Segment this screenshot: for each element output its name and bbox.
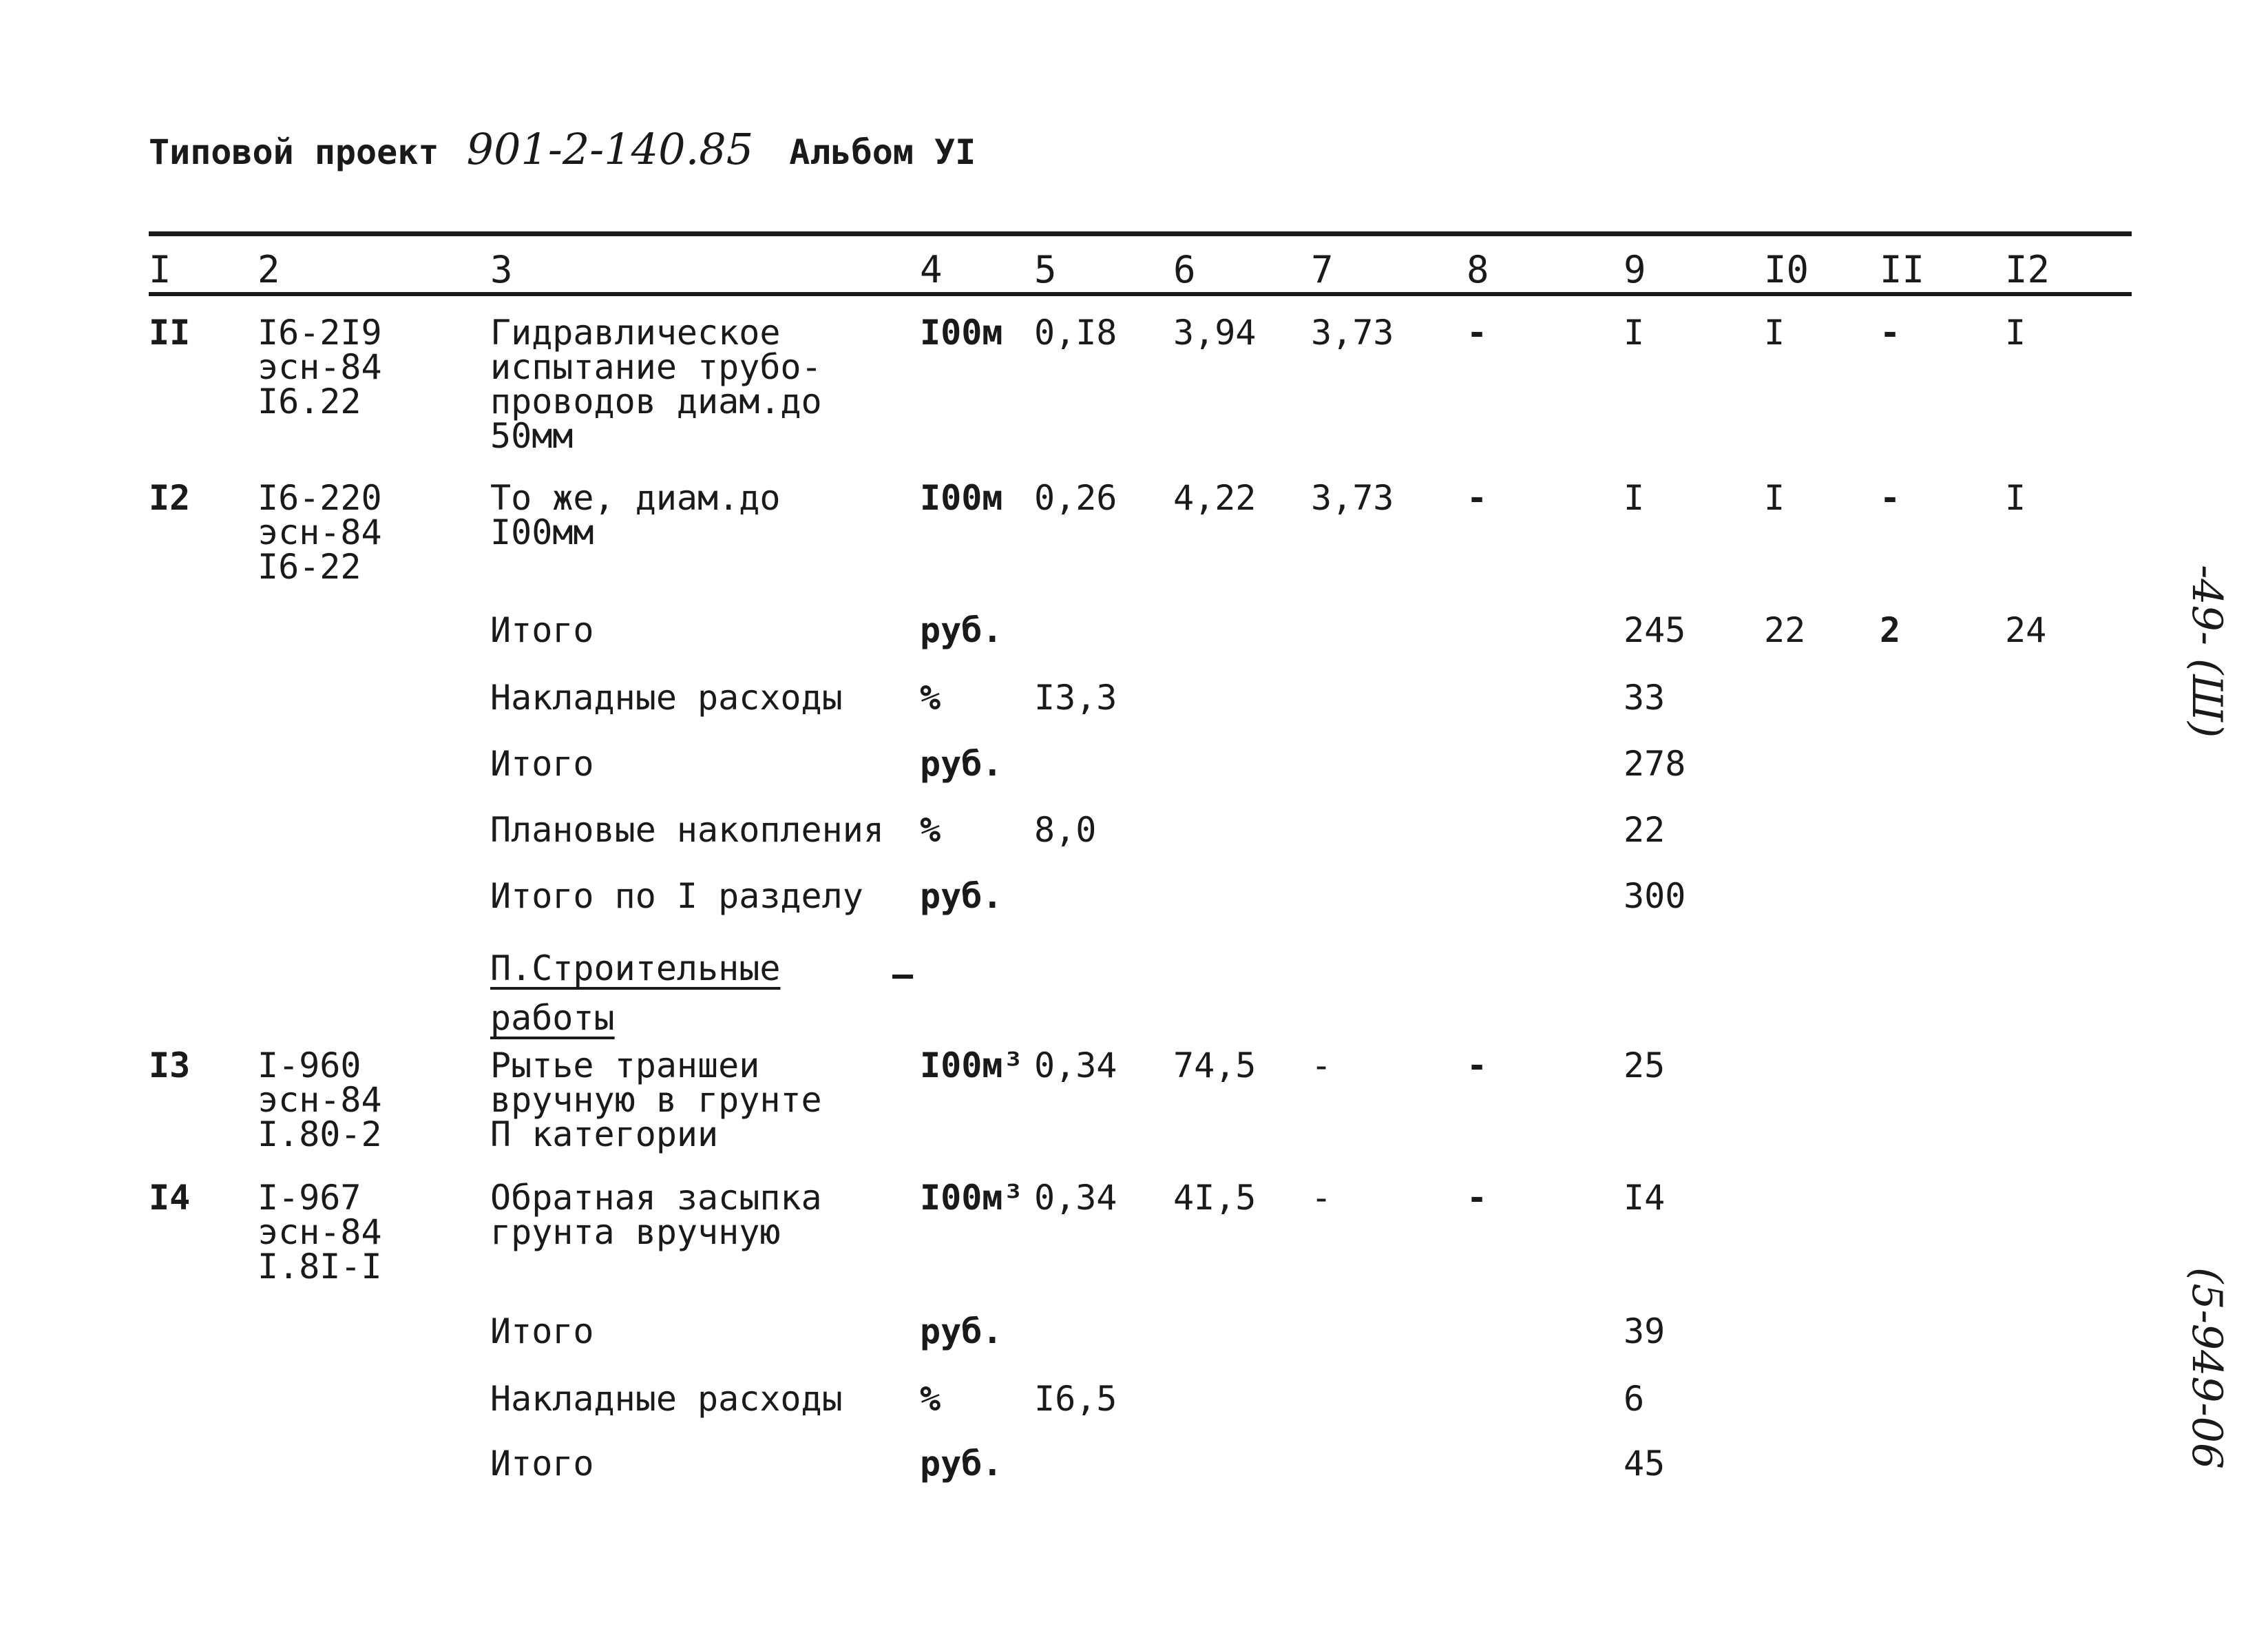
- unit: I00м: [920, 478, 1003, 518]
- col-8-value: -: [1467, 1178, 1488, 1218]
- col-6-value: 4I,5: [1173, 1178, 1257, 1218]
- row-number: II: [149, 313, 191, 353]
- col-6-value: 74,5: [1173, 1045, 1257, 1085]
- column-header: 9: [1624, 248, 1646, 291]
- col-9-value: 278: [1624, 744, 1686, 784]
- unit: I00м: [920, 313, 1003, 353]
- col-12-value: I: [2005, 478, 2026, 518]
- work-name: Итого по I разделу: [490, 876, 863, 916]
- col-10-value: 22: [1764, 610, 1806, 650]
- quantity: 0,34: [1034, 1178, 1117, 1218]
- column-header: 3: [490, 248, 513, 291]
- norm-code: I6-2I9 эсн-84 I6.22: [258, 313, 382, 422]
- work-name: Накладные расходы: [490, 1379, 843, 1419]
- col-6-value: 4,22: [1173, 478, 1257, 518]
- col-7-value: -: [1311, 1178, 1332, 1218]
- col-7-value: 3,73: [1311, 313, 1394, 353]
- section-title: П.Строительные работы: [490, 948, 781, 1038]
- album-label: Альбом УI: [789, 132, 976, 172]
- work-name: Гидравлическое испытание трубо- проводов диам.до 50мм: [490, 313, 822, 456]
- column-header: 4: [920, 248, 943, 291]
- col-10-value: I: [1764, 313, 1785, 353]
- col-12-value: I: [2005, 313, 2026, 353]
- column-header: I2: [2005, 248, 2050, 291]
- unit: руб.: [920, 1311, 1003, 1351]
- column-header: 5: [1034, 248, 1057, 291]
- column-header: 7: [1311, 248, 1334, 291]
- col-9-value: 39: [1624, 1311, 1666, 1351]
- unit: %: [920, 810, 941, 850]
- column-header: I0: [1764, 248, 1809, 291]
- page-header: [149, 124, 976, 174]
- unit: руб.: [920, 610, 1003, 650]
- row-number: I3: [149, 1045, 191, 1085]
- col-8-value: -: [1467, 1045, 1488, 1085]
- work-name: Рытье траншеи вручную в грунте П категории: [490, 1045, 822, 1154]
- unit: руб.: [920, 1444, 1003, 1484]
- quantity: 0,I8: [1034, 313, 1117, 353]
- unit: I00м³: [920, 1045, 1024, 1085]
- quantity: I6,5: [1034, 1379, 1117, 1419]
- row-number: I4: [149, 1178, 191, 1218]
- work-name: Обратная засыпка грунта вручную: [490, 1178, 822, 1252]
- col-10-value: I: [1764, 478, 1785, 518]
- work-name: Итого: [490, 610, 594, 650]
- page-number-note: -49- (Ш): [2183, 565, 2231, 738]
- work-name: Плановые накопления: [490, 810, 884, 850]
- archive-code-note: (5-949-06: [2183, 1267, 2231, 1469]
- unit: %: [920, 678, 941, 718]
- col-8-value: -: [1467, 313, 1488, 353]
- col-9-value: 300: [1624, 876, 1686, 916]
- work-name: Итого: [490, 744, 594, 784]
- table-header-rule: [149, 292, 2132, 296]
- norm-code: I-967 эсн-84 I.8I-I: [258, 1178, 382, 1287]
- column-header: 2: [258, 248, 280, 291]
- col-11-value: -: [1880, 313, 1901, 353]
- unit: I00м³: [920, 1178, 1024, 1218]
- row-number: I2: [149, 478, 191, 518]
- norm-code: I-960 эсн-84 I.80-2: [258, 1045, 382, 1154]
- col-7-value: -: [1311, 1045, 1332, 1085]
- col-12-value: 24: [2005, 610, 2047, 650]
- unit: руб.: [920, 744, 1003, 784]
- col-9-value: 45: [1624, 1444, 1666, 1484]
- column-header: I: [149, 248, 171, 291]
- col-11-value: 2: [1880, 610, 1901, 650]
- col-9-value: I: [1624, 313, 1645, 353]
- col-9-value: 22: [1624, 810, 1666, 850]
- col-7-value: 3,73: [1311, 478, 1394, 518]
- work-name: Итого: [490, 1444, 594, 1484]
- project-number: 901-2-140.85: [466, 124, 754, 174]
- column-header: II: [1880, 248, 1925, 291]
- quantity: I3,3: [1034, 678, 1117, 718]
- header-prefix: Типовой проект: [149, 132, 439, 172]
- col-11-value: -: [1880, 478, 1901, 518]
- column-header: 8: [1467, 248, 1489, 291]
- col-6-value: 3,94: [1173, 313, 1257, 353]
- col-9-value: I: [1624, 478, 1645, 518]
- work-name: Накладные расходы: [490, 678, 843, 718]
- column-header: 6: [1173, 248, 1196, 291]
- col-9-value: I4: [1624, 1178, 1666, 1218]
- norm-code: I6-220 эсн-84 I6-22: [258, 478, 382, 587]
- col-9-value: 245: [1624, 610, 1686, 650]
- unit: %: [920, 1379, 941, 1419]
- quantity: 0,26: [1034, 478, 1117, 518]
- work-name: То же, диам.до I00мм: [490, 478, 781, 552]
- unit: –: [892, 955, 914, 995]
- quantity: 8,0: [1034, 810, 1097, 850]
- quantity: 0,34: [1034, 1045, 1117, 1085]
- table-top-rule: [149, 231, 2132, 236]
- col-8-value: -: [1467, 478, 1488, 518]
- col-9-value: 25: [1624, 1045, 1666, 1085]
- work-name: Итого: [490, 1311, 594, 1351]
- unit: руб.: [920, 876, 1003, 916]
- col-9-value: 33: [1624, 678, 1666, 718]
- col-9-value: 6: [1624, 1379, 1645, 1419]
